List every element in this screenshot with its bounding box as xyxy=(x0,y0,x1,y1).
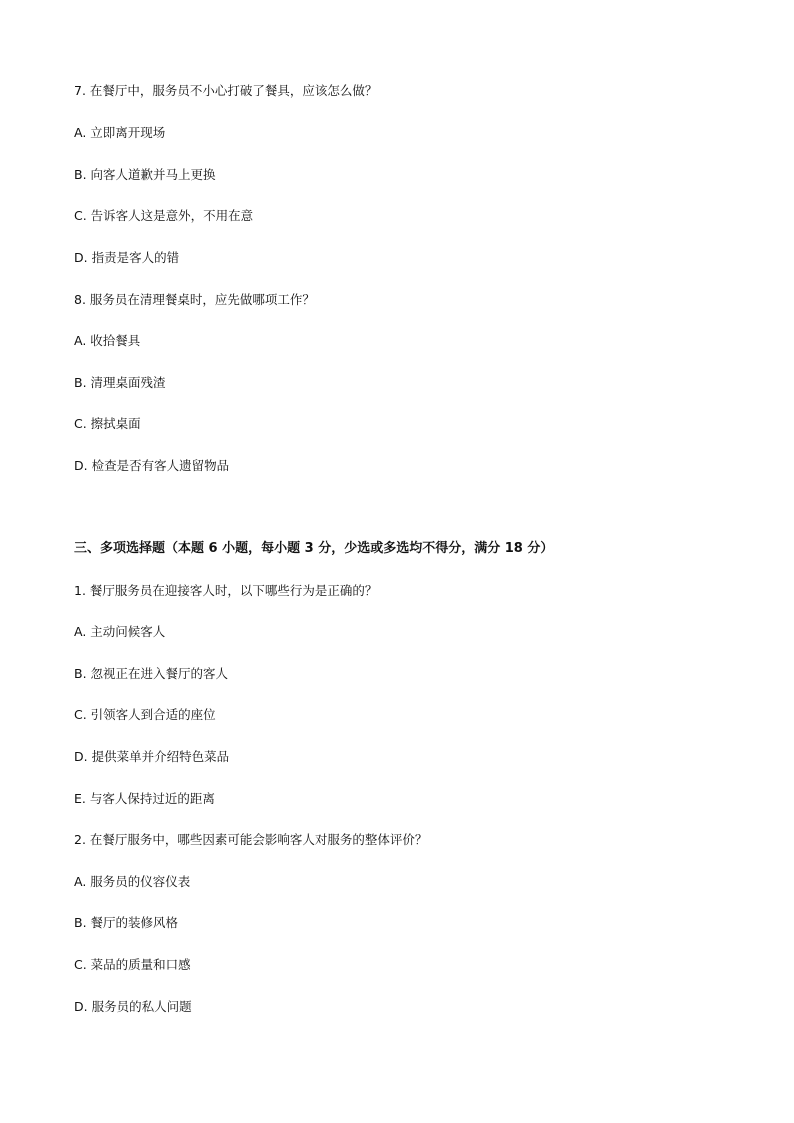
question-8-option-a: A. 收拾餐具 xyxy=(74,333,141,348)
mc-question-2-option-c: C. 菜品的质量和口感 xyxy=(74,957,191,972)
question-8: 8. 服务员在清理餐桌时，应先做哪项工作？ xyxy=(74,292,315,307)
question-7-option-b: B. 向客人道歉并马上更换 xyxy=(74,167,216,182)
question-8-option-b: B. 清理桌面残渣 xyxy=(74,375,166,390)
mc-question-2-option-a: A. 服务员的仪容仪表 xyxy=(74,874,191,889)
mc-question-1-option-d: D. 提供菜单并介绍特色菜品 xyxy=(74,749,230,764)
mc-question-1-option-a: A. 主动问候客人 xyxy=(74,624,166,639)
mc-question-1: 1. 餐厅服务员在迎接客人时，以下哪些行为是正确的？ xyxy=(74,583,378,598)
section-heading-multiple-choice: 三、多项选择题（本题 6 小题，每小题 3 分，少选或多选均不得分，满分 18 分） xyxy=(74,541,554,556)
question-8-option-d: D. 检查是否有客人遗留物品 xyxy=(74,458,230,473)
mc-question-1-option-e: E. 与客人保持过近的距离 xyxy=(74,791,215,806)
mc-question-1-option-c: C. 引领客人到合适的座位 xyxy=(74,707,216,722)
mc-question-2-option-d: D. 服务员的私人问题 xyxy=(74,999,192,1014)
question-7-option-d: D. 指责是客人的错 xyxy=(74,250,180,265)
question-8-option-c: C. 擦拭桌面 xyxy=(74,416,141,431)
mc-question-1-option-b: B. 忽视正在进入餐厅的客人 xyxy=(74,666,229,681)
question-7-option-c: C. 告诉客人这是意外，不用在意 xyxy=(74,208,254,223)
mc-question-2: 2. 在餐厅服务中，哪些因素可能会影响客人对服务的整体评价？ xyxy=(74,832,428,847)
question-7-option-a: A. 立即离开现场 xyxy=(74,125,166,140)
mc-question-2-option-b: B. 餐厅的装修风格 xyxy=(74,915,179,930)
question-7: 7. 在餐厅中，服务员不小心打破了餐具，应该怎么做？ xyxy=(74,83,378,98)
